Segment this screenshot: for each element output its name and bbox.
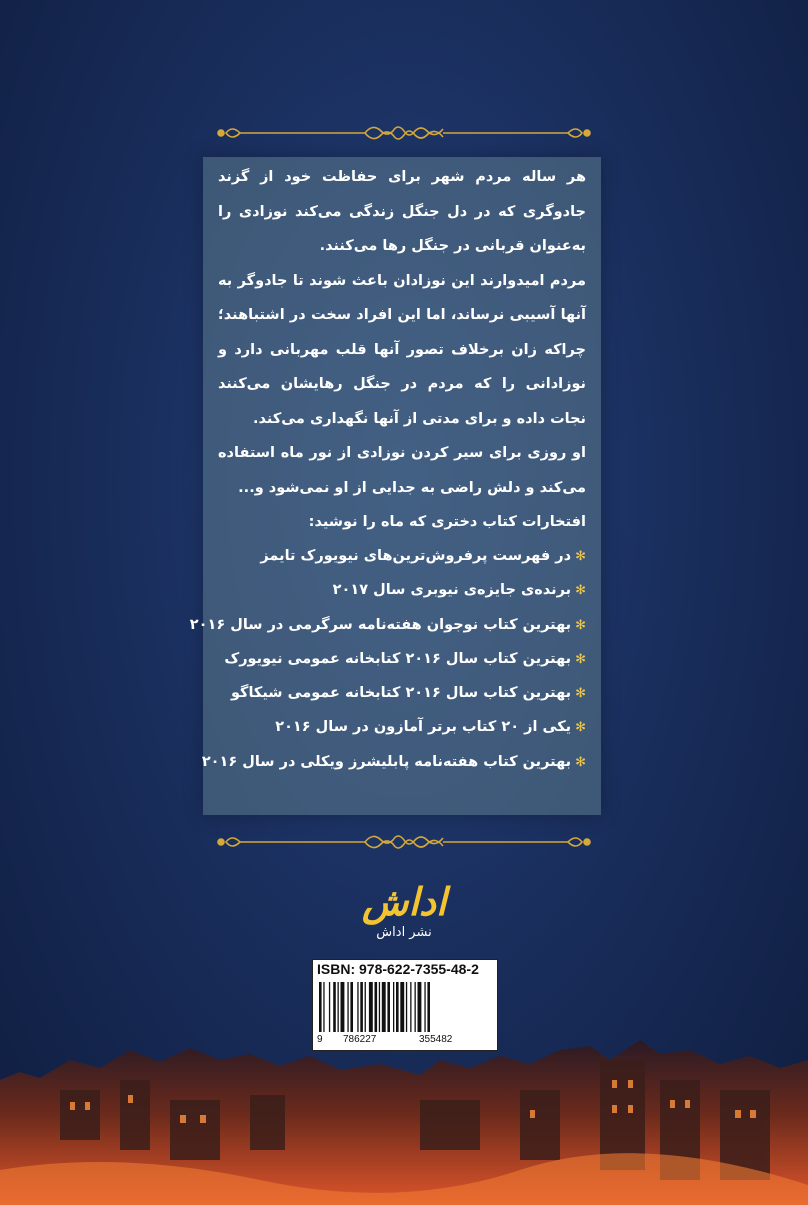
accolade-text: در فهرست پرفروش‌ترین‌های نیویورک تایمز [260, 548, 572, 564]
isbn-label: ISBN: 978-622-7355-48-2 [317, 961, 479, 977]
star-icon: ✻ [575, 754, 586, 770]
top-ornament [0, 118, 808, 148]
accolade-text: بهترین کتاب سال ۲۰۱۶ کتابخانه عمومی نیویورک [224, 650, 572, 667]
city-illustration [0, 1020, 808, 1205]
accolade-text: بهترین کتاب نوجوان هفته‌نامه سرگرمی در سال ۲۰۱۶ [189, 616, 572, 633]
accolade-item [189, 608, 586, 642]
star-icon: ✻ [575, 720, 586, 736]
blurb-paragraph: مردم امیدوارند این نوزادان باعث شوند تا جادوگر به آنها آسیبی نرساند، اما این افراد سخت در اشتباهند؛ چراکه زان برخلاف تصور آنها قلب مهربانی دارد و نوزادانی را که مردم در جنگل رهایشان می‌کنند نجات داده و برای مدتی از آنها نگهداری می‌کند. [218, 272, 586, 427]
accolade-text: بهترین کتاب سال ۲۰۱۶ کتابخانه عمومی شیکاگو [230, 685, 572, 702]
blurb-paragraph: هر ساله مردم شهر برای حفاظت خود از گزند جادوگری که در دل جنگل زندگی می‌کند نوزادی را به‌عنوان قربانی در جنگل رها می‌کنند. [218, 169, 586, 254]
accolade-item [218, 539, 586, 573]
star-icon: ✻ [575, 617, 586, 633]
barcode-digits-left: 786227 [343, 1034, 377, 1045]
bottom-ornament [0, 827, 808, 857]
back-cover-blurb [189, 160, 586, 779]
accolade-item [218, 573, 586, 607]
star-icon: ✻ [575, 686, 586, 702]
accolade-text: بهترین کتاب هفته‌نامه پابلیشرز ویکلی در سال ۲۰۱۶ [201, 753, 572, 770]
accolade-text: برنده‌ی جایزه‌ی نیوبری سال ۲۰۱۷ [332, 582, 572, 599]
accolade-item [218, 710, 586, 744]
barcode-digits-right: 355482 [419, 1034, 453, 1045]
accolade-item [218, 642, 586, 676]
star-icon: ✻ [575, 651, 586, 667]
accolade-item [201, 745, 586, 779]
barcode-digit-prefix: 9 [317, 1034, 323, 1045]
publisher-logo-mark: اداش [362, 879, 447, 924]
blurb-paragraph: او روزی برای سیر کردن نوزادی از نور ماه استفاده می‌کند و دلش راضی به جدایی از او نمی‌شود و... [218, 445, 586, 496]
accolades-title: افتخارات کتاب دختری که ماه را نوشید: [308, 514, 586, 530]
accolade-item [218, 676, 586, 710]
star-icon: ✻ [575, 549, 586, 564]
publisher-logo [362, 880, 446, 942]
accolade-text: یکی از ۲۰ کتاب برتر آمازون در سال ۲۰۱۶ [275, 719, 572, 736]
publisher-name: نشر اداش [376, 925, 432, 940]
accolades-list [189, 539, 586, 779]
star-icon: ✻ [575, 583, 586, 599]
